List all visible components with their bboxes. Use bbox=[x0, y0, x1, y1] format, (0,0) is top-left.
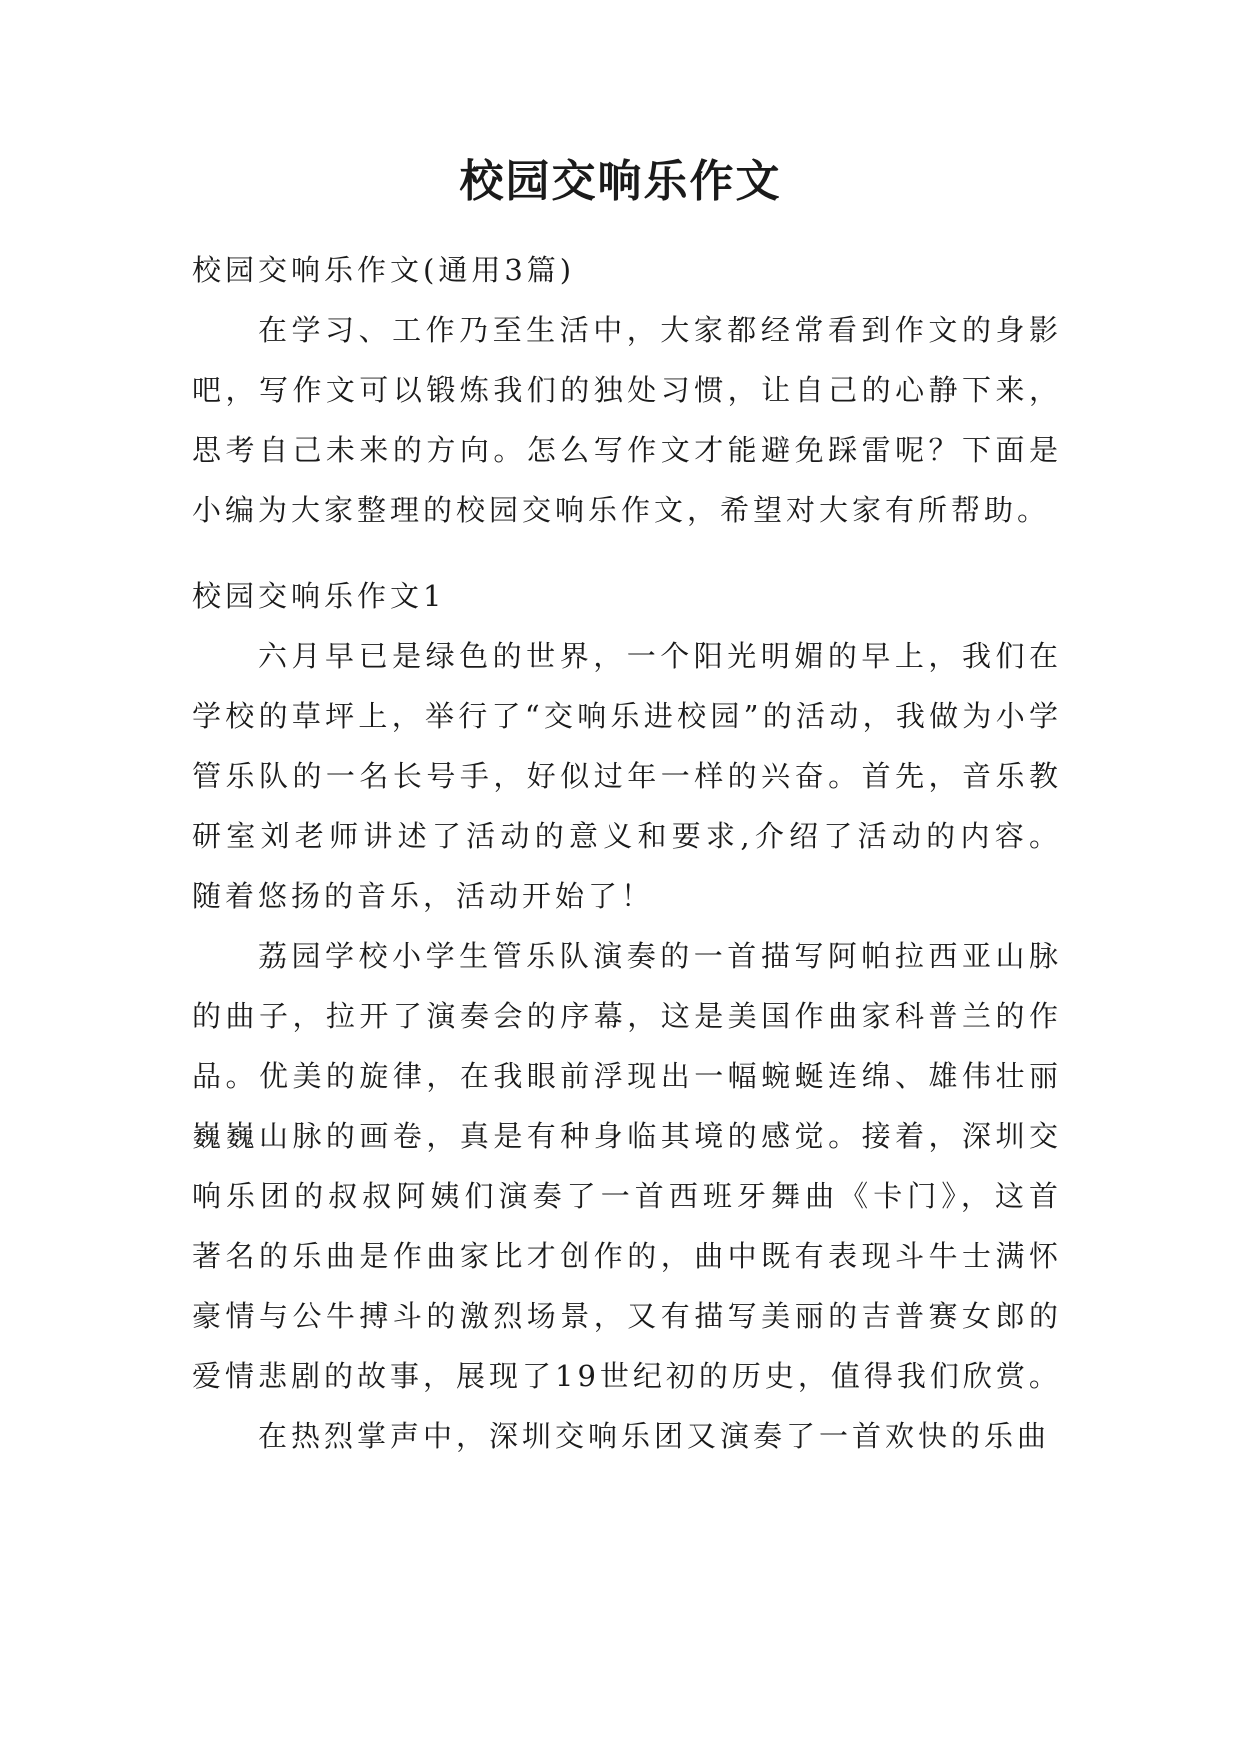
section-1 bbox=[192, 566, 1062, 1466]
section-1-heading: 校园交响乐作文1 bbox=[192, 579, 446, 613]
subtitle: 校园交响乐作文(通用3篇) bbox=[192, 253, 576, 287]
intro-paragraph: 在学习、工作乃至生活中，大家都经常看到作文的身影吧，写作文可以锻炼我们的独处习惯，让自己的心静下来，思考自己未来的方向。怎么写作文才能避免踩雷呢？下面是小编为大家整理的校园交响乐作文，希望对大家有所帮助。 bbox=[192, 313, 1062, 527]
paragraph: 六月早已是绿色的世界，一个阳光明媚的早上，我们在学校的草坪上，举行了“交响乐进校园”的活动，我做为小学管乐队的一名长号手，好似过年一样的兴奋。首先，音乐教研室刘老师讲述了活动的意义和要求,介绍了活动的内容。随着悠扬的音乐，活动开始了！ bbox=[192, 639, 1062, 913]
document-title: 校园交响乐作文 bbox=[459, 156, 782, 207]
paragraph: 在热烈掌声中，深圳交响乐团又演奏了一首欢快的乐曲 bbox=[258, 1419, 1051, 1453]
paragraph: 荔园学校小学生管乐队演奏的一首描写阿帕拉西亚山脉的曲子，拉开了演奏会的序幕，这是美国作曲家科普兰的作品。优美的旋律，在我眼前浮现出一幅蜿蜒连绵、雄伟壮丽巍巍山脉的画卷，真是有种身临其境的感觉。接着，深圳交响乐团的叔叔阿姨们演奏了一首西班牙舞曲《卡门》，这首著名的乐曲是作曲家比才创作的，曲中既有表现斗牛士满怀豪情与公牛搏斗的激烈场景，又有描写美丽的吉普赛女郎的爱情悲剧的故事，展现了19世纪初的历史，值得我们欣赏。 bbox=[192, 939, 1062, 1393]
document-body bbox=[192, 240, 1062, 540]
